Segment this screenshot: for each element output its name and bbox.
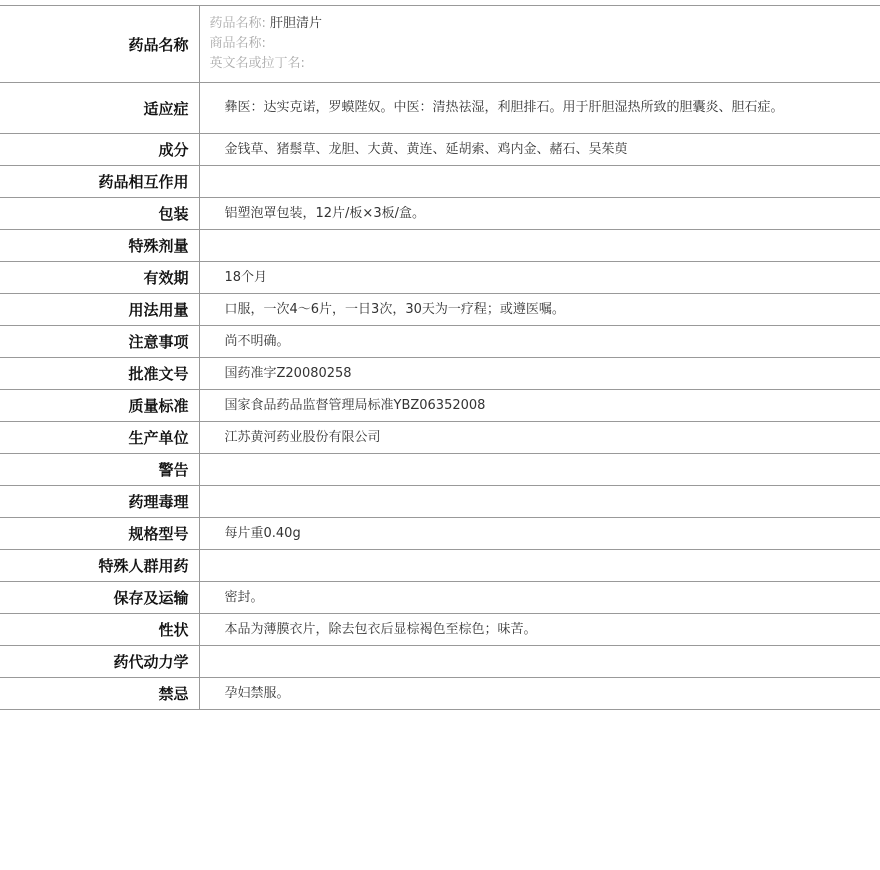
- indication-value: 彝医：达实克诺，罗蟆陛奴。中医：清热祛湿，利胆排石。用于肝胆湿热所致的胆囊炎、胆石症。: [199, 83, 880, 134]
- warning-value: [199, 454, 880, 486]
- drug-info-table: [0, 5, 880, 710]
- ingredients-value: 金钱草、猪鬃草、龙胆、大黄、黄连、延胡索、鸡内金、赭石、吴茱萸: [199, 134, 880, 166]
- storage-value: 密封。: [199, 582, 880, 614]
- pharmacology-value: [199, 486, 880, 518]
- usage-row: [0, 294, 880, 326]
- warning-label: 警告: [0, 454, 199, 486]
- storage-label: 保存及运输: [0, 582, 199, 614]
- manufacturer-value: 江苏黄河药业股份有限公司: [199, 422, 880, 454]
- pharmacology-row: [0, 486, 880, 518]
- quality-standard-value: 国家食品药品监督管理局标准YBZ06352008: [199, 390, 880, 422]
- pharmacology-label: 药理毒理: [0, 486, 199, 518]
- latin-name-key: 英文名或拉丁名:: [209, 56, 305, 71]
- interactions-label: 药品相互作用: [0, 166, 199, 198]
- contraindications-label: 禁忌: [0, 678, 199, 710]
- generic-name-value: 肝胆清片: [270, 16, 323, 31]
- drug-info-sheet: [0, 5, 880, 710]
- ingredients-label: 成分: [0, 134, 199, 166]
- special-population-label: 特殊人群用药: [0, 550, 199, 582]
- shelf-life-row: [0, 262, 880, 294]
- packaging-value: 铝塑泡罩包装，12片/板×3板/盒。: [199, 198, 880, 230]
- interactions-value: [199, 166, 880, 198]
- pharmacokinetics-label: 药代动力学: [0, 646, 199, 678]
- trade-name-key: 商品名称:: [209, 36, 266, 51]
- storage-row: [0, 582, 880, 614]
- contraindications-value: 孕妇禁服。: [199, 678, 880, 710]
- precautions-label: 注意事项: [0, 326, 199, 358]
- precautions-row: [0, 326, 880, 358]
- packaging-row: [0, 198, 880, 230]
- drug-name-label: 药品名称: [0, 6, 199, 83]
- special-dosage-label: 特殊剂量: [0, 230, 199, 262]
- packaging-label: 包装: [0, 198, 199, 230]
- latin-name-line: [210, 54, 791, 74]
- manufacturer-row: [0, 422, 880, 454]
- pharmacokinetics-value: [199, 646, 880, 678]
- special-dosage-row: [0, 230, 880, 262]
- specification-value: 每片重0.40g: [199, 518, 880, 550]
- precautions-value: 尚不明确。: [199, 326, 880, 358]
- generic-name-key: 药品名称:: [209, 16, 266, 31]
- approval-number-label: 批准文号: [0, 358, 199, 390]
- usage-label: 用法用量: [0, 294, 199, 326]
- contraindications-row: [0, 678, 880, 710]
- special-population-value: [199, 550, 880, 582]
- indication-row: [0, 83, 880, 134]
- shelf-life-label: 有效期: [0, 262, 199, 294]
- approval-number-value: 国药准字Z20080258: [199, 358, 880, 390]
- pharmacokinetics-row: [0, 646, 880, 678]
- trade-name-line: [210, 34, 791, 54]
- generic-name-line: [210, 14, 791, 34]
- drug-name-row: [0, 6, 880, 83]
- interactions-row: [0, 166, 880, 198]
- quality-standard-row: [0, 390, 880, 422]
- warning-row: [0, 454, 880, 486]
- special-dosage-value: [199, 230, 880, 262]
- specification-row: [0, 518, 880, 550]
- description-value: 本品为薄膜衣片，除去包衣后显棕褐色至棕色；味苦。: [199, 614, 880, 646]
- manufacturer-label: 生产单位: [0, 422, 199, 454]
- specification-label: 规格型号: [0, 518, 199, 550]
- ingredients-row: [0, 134, 880, 166]
- description-label: 性状: [0, 614, 199, 646]
- usage-value: 口服，一次4～6片，一日3次，30天为一疗程；或遵医嘱。: [199, 294, 880, 326]
- approval-number-row: [0, 358, 880, 390]
- shelf-life-value: 18个月: [199, 262, 880, 294]
- quality-standard-label: 质量标准: [0, 390, 199, 422]
- drug-name-values: [199, 6, 880, 83]
- description-row: [0, 614, 880, 646]
- special-population-row: [0, 550, 880, 582]
- indication-label: 适应症: [0, 83, 199, 134]
